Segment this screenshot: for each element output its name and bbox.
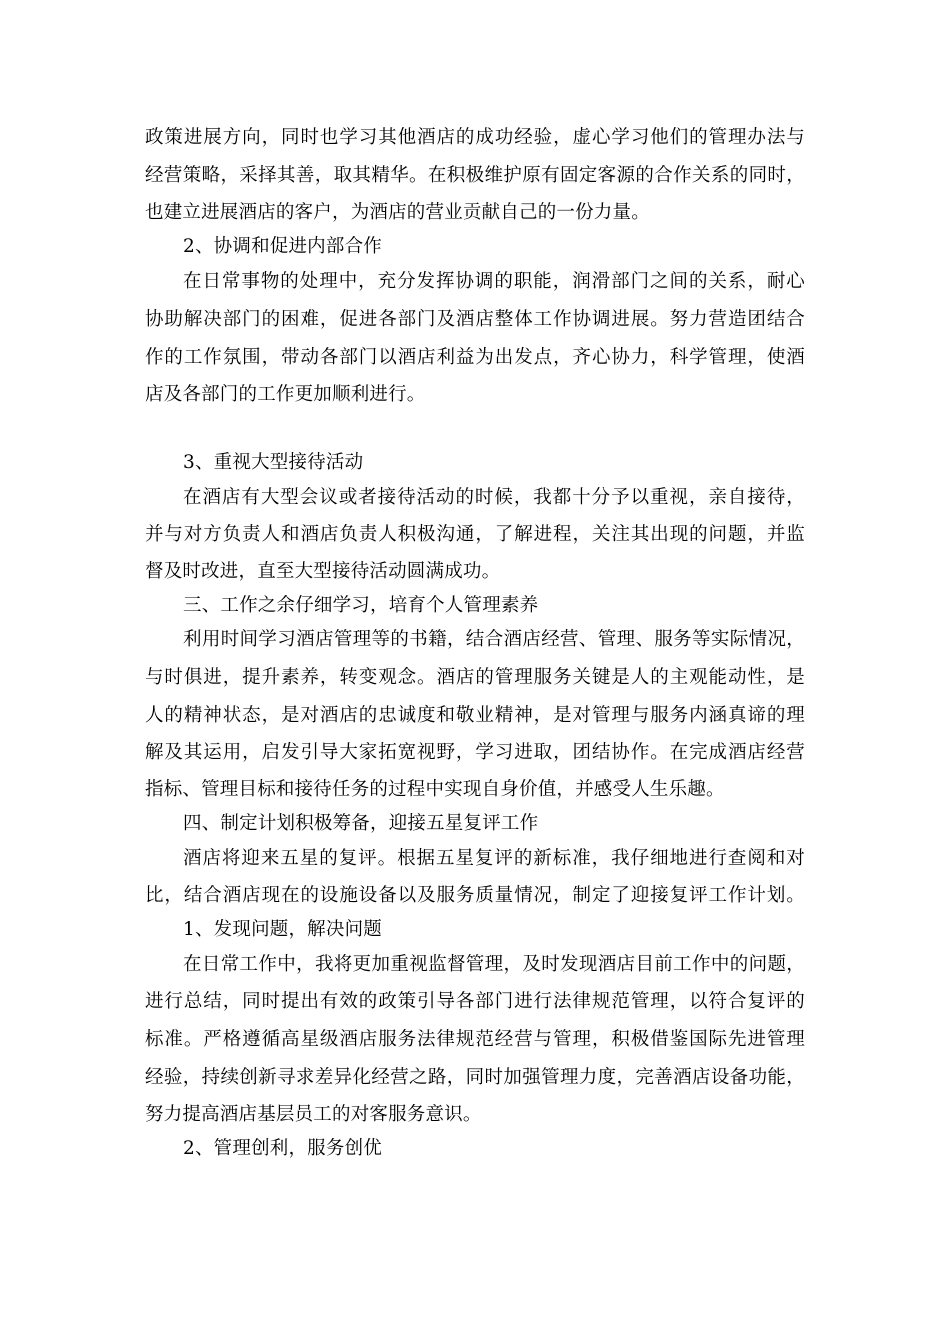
section-heading: 2、管理创利，服务创优	[183, 1138, 382, 1159]
paragraph-line: 利用时间学习酒店管理等的书籍，结合酒店经营、管理、服务等实际情况，	[183, 629, 805, 650]
paragraph-line: 在日常工作中，我将更加重视监督管理，及时发现酒店目前工作中的问题，	[183, 954, 805, 975]
paragraph-line: 比，结合酒店现在的设施设备以及服务质量情况，制定了迎接复评工作计划。	[145, 885, 805, 906]
paragraph-line: 作的工作氛围，带动各部门以酒店利益为出发点，齐心协力，科学管理，使酒	[145, 347, 805, 368]
section-heading: 1、发现问题，解决问题	[183, 919, 382, 940]
section-heading: 3、重视大型接待活动	[183, 452, 364, 473]
paragraph-line: 督及时改进，直至大型接待活动圆满成功。	[145, 561, 501, 582]
paragraph-line: 指标、管理目标和接待任务的过程中实现自身价值，并感受人生乐趣。	[145, 779, 725, 800]
paragraph-line: 协助解决部门的困难，促进各部门及酒店整体工作协调进展。努力营造团结合	[145, 309, 805, 330]
paragraph-line: 努力提高酒店基层员工的对客服务意识。	[145, 1104, 482, 1125]
paragraph-line: 在酒店有大型会议或者接待活动的时候，我都十分予以重视，亲自接待，	[183, 487, 805, 508]
section-heading: 四、制定计划积极筹备，迎接五星复评工作	[183, 813, 539, 834]
paragraph-line: 经验，持续创新寻求差异化经营之路，同时加强管理力度，完善酒店设备功能，	[145, 1067, 805, 1088]
paragraph-line: 解及其运用，启发引导大家拓宽视野，学习进取，团结协作。在完成酒店经营	[145, 742, 805, 763]
paragraph-line: 在日常事物的处理中，充分发挥协调的职能，润滑部门之间的关系，耐心	[183, 271, 805, 292]
paragraph-line: 标准。严格遵循高星级酒店服务法律规范经营与管理，积极借鉴国际先进管理	[145, 1029, 805, 1050]
section-heading: 2、协调和促进内部合作	[183, 236, 382, 257]
paragraph-line: 并与对方负责人和酒店负责人积极沟通，了解进程，关注其出现的问题，并监	[145, 524, 805, 545]
paragraph-line: 也建立进展酒店的客户，为酒店的营业贡献自己的一份力量。	[145, 202, 650, 223]
paragraph-line: 人的精神状态，是对酒店的忠诚度和敬业精神，是对管理与服务内涵真谛的理	[145, 705, 805, 726]
paragraph-line: 政策进展方向，同时也学习其他酒店的成功经验，虚心学习他们的管理办法与	[145, 127, 805, 148]
paragraph-line: 店及各部门的工作更加顺利进行。	[145, 384, 426, 405]
paragraph-line: 进行总结，同时提出有效的政策引导各部门进行法律规范管理，以符合复评的	[145, 991, 805, 1012]
paragraph-line: 酒店将迎来五星的复评。根据五星复评的新标准，我仔细地进行查阅和对	[183, 848, 805, 869]
section-heading: 三、工作之余仔细学习，培育个人管理素养	[183, 595, 539, 616]
paragraph-line: 与时俱进，提升素养，转变观念。酒店的管理服务关键是人的主观能动性，是	[145, 667, 805, 688]
paragraph-line: 经营策略，采择其善，取其精华。在积极维护原有固定客源的合作关系的同时，	[145, 165, 805, 186]
